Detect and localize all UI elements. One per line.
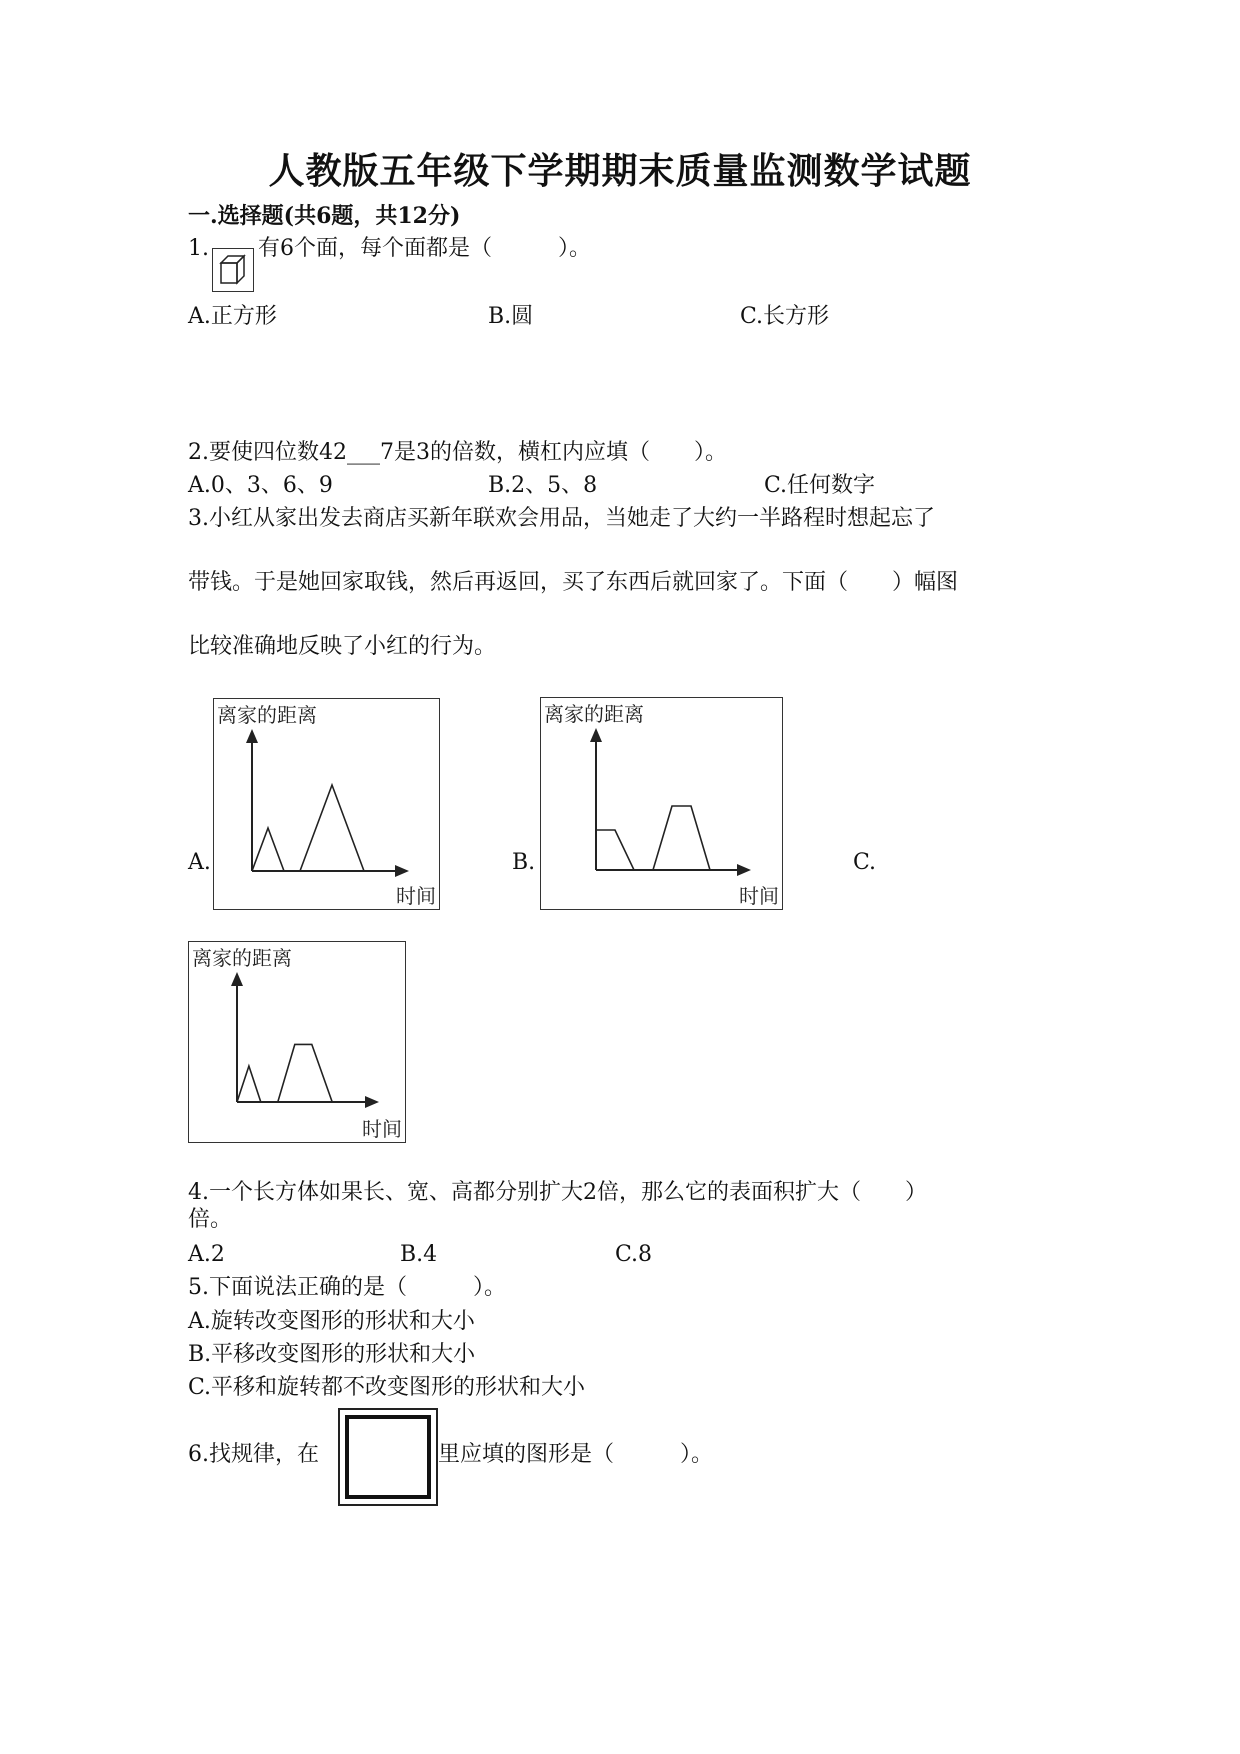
q3-option-b-label: B. bbox=[512, 850, 536, 875]
chart-b-xlabel: 时间 bbox=[739, 884, 779, 908]
chart-c-y-arrow bbox=[231, 972, 243, 986]
q6-text-before: 6.找规律，在 bbox=[188, 1442, 319, 1467]
chart-a-series-line bbox=[252, 785, 364, 871]
q3-line-3: 比较准确地反映了小红的行为。 bbox=[188, 634, 497, 659]
chart-option-b bbox=[540, 697, 783, 910]
chart-option-c bbox=[188, 941, 406, 1143]
q5-option-c: C.平移和旋转都不改变图形的形状和大小 bbox=[188, 1375, 586, 1400]
chart-b-plot bbox=[541, 698, 782, 909]
chart-option-a bbox=[213, 698, 440, 910]
q1-option-c: C.长方形 bbox=[740, 304, 830, 329]
q5-text: 5.下面说法正确的是（ ）。 bbox=[188, 1275, 506, 1300]
blank-square-frame-icon bbox=[338, 1408, 438, 1506]
chart-b-x-arrow bbox=[737, 864, 751, 876]
q1-option-a: A.正方形 bbox=[188, 304, 277, 329]
chart-a-x-arrow bbox=[395, 865, 409, 877]
q5-option-b: B.平移改变图形的形状和大小 bbox=[188, 1342, 476, 1367]
q4-option-a: A.2 bbox=[188, 1242, 225, 1267]
q5-option-a: A.旋转改变图形的形状和大小 bbox=[188, 1309, 475, 1334]
chart-a-xlabel: 时间 bbox=[396, 884, 436, 908]
cube-icon bbox=[212, 248, 254, 292]
chart-c-xlabel: 时间 bbox=[362, 1117, 402, 1141]
q2-option-c: C.任何数字 bbox=[764, 473, 876, 498]
chart-c-x-arrow bbox=[365, 1096, 379, 1108]
chart-b-y-arrow bbox=[590, 728, 602, 742]
q2-option-b: B.2、5、8 bbox=[488, 473, 598, 498]
chart-c-plot bbox=[189, 942, 405, 1142]
chart-c-series-line bbox=[237, 1044, 332, 1102]
q4-option-c: C.8 bbox=[615, 1242, 653, 1267]
q1-number: 1. bbox=[188, 236, 209, 261]
q3-line-2: 带钱。于是她回家取钱，然后再返回，买了东西后就回家了。下面（ ）幅图 bbox=[188, 570, 959, 595]
q4-line-2: 倍。 bbox=[188, 1207, 233, 1232]
q3-line-1: 3.小红从家出发去商店买新年联欢会用品，当她走了大约一半路程时想起忘了 bbox=[188, 506, 935, 531]
q3-option-c-label: C. bbox=[853, 850, 877, 875]
chart-a-plot bbox=[214, 699, 439, 909]
chart-a-y-arrow bbox=[246, 729, 258, 743]
section-heading: 一.选择题(共6题，共12分) bbox=[188, 203, 461, 229]
q4-line-1: 4.一个长方体如果长、宽、高都分别扩大2倍，那么它的表面积扩大（ ） bbox=[188, 1180, 927, 1205]
q2-text: 2.要使四位数42___7是3的倍数，横杠内应填（ ）。 bbox=[188, 440, 727, 465]
q2-option-a: A.0、3、6、9 bbox=[188, 473, 333, 498]
chart-b-series-line bbox=[596, 806, 710, 870]
chart-b-ylabel: 离家的距离 bbox=[544, 702, 644, 726]
chart-c-ylabel: 离家的距离 bbox=[192, 946, 292, 970]
chart-a-ylabel: 离家的距离 bbox=[217, 703, 317, 727]
page-title: 人教版五年级下学期期末质量监测数学试题 bbox=[268, 150, 972, 192]
q1-option-b: B.圆 bbox=[488, 304, 534, 329]
q1-text: 有6个面，每个面都是（ ）。 bbox=[258, 236, 591, 261]
q3-option-a-label: A. bbox=[188, 850, 211, 875]
q6-text-after: 里应填的图形是（ ）。 bbox=[438, 1442, 714, 1467]
q4-option-b: B.4 bbox=[400, 1242, 438, 1267]
